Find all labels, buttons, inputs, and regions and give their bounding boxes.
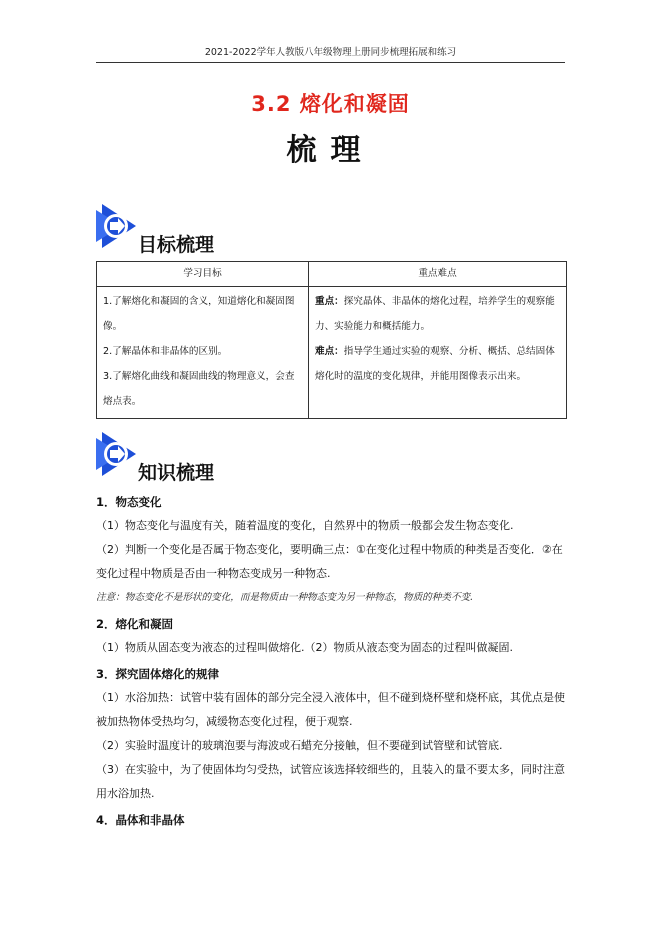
difficulty-label: 难点： — [315, 346, 344, 357]
paragraph: （1）物态变化与温度有关，随着温度的变化，自然界中的物质一般都会发生物态变化. — [96, 519, 514, 532]
page-subtitle: 梳理 — [286, 133, 375, 168]
goal-item: 3.了解熔化曲线和凝固曲线的物理意义，会查熔点表。 — [103, 371, 295, 407]
page-header: 2021-2022学年人教版八年级物理上册同步梳理拓展和练习 — [96, 44, 565, 63]
difficulty-text: 指导学生通过实验的观察、分析、概括、总结固体熔化时的温度的变化规律，并能用图像表示出来。 — [315, 346, 555, 382]
goal-item: 1.了解熔化和凝固的含义，知道熔化和凝固图像。 — [103, 296, 295, 332]
page-title: 3.2 熔化和凝固 — [251, 92, 410, 116]
goals-table — [96, 261, 567, 419]
knowledge-content — [96, 488, 567, 832]
note: 注意：物态变化不是形状的变化，而是物质由一种物态变为另一种物态，物质的种类不变. — [96, 592, 474, 603]
paragraph: （3）在实验中，为了使固体均匀受热，试管应该选择较细些的，且装入的量不要太多，同时注意用水浴加热. — [96, 763, 565, 800]
goal-item: 2.了解晶体和非晶体的区别。 — [103, 346, 228, 357]
paragraph: （1）物质从固态变为液态的过程叫做熔化.（2）物质从液态变为固态的过程叫做凝固. — [96, 641, 513, 654]
difficulty-point — [315, 339, 560, 389]
keypoints-cell — [309, 287, 567, 419]
section-knowledge-title: 知识梳理 — [138, 462, 215, 484]
heading-experiment: 3．探究固体熔化的规律 — [96, 667, 220, 681]
arrow-icon — [96, 428, 142, 480]
arrow-icon — [96, 200, 142, 252]
paragraph: （2）实验时温度计的玻璃泡要与海波或石蜡充分接触，但不要碰到试管壁和试管底. — [96, 739, 503, 752]
section-goals-title: 目标梳理 — [138, 234, 215, 256]
section-goals-header — [96, 200, 356, 256]
heading-melt-solidify: 2．熔化和凝固 — [96, 617, 174, 631]
key-text: 探究晶体、非晶体的熔化过程，培养学生的观察能力、实验能力和概括能力。 — [315, 296, 555, 332]
section-knowledge-header — [96, 428, 356, 484]
goals-cell — [97, 287, 309, 419]
keypoints-col-header: 重点难点 — [309, 262, 567, 287]
goals-col-header: 学习目标 — [97, 262, 309, 287]
key-label: 重点： — [315, 296, 344, 307]
key-point — [315, 289, 560, 339]
paragraph: （2）判断一个变化是否属于物态变化，要明确三点：①在变化过程中物质的种类是否变化．②在变化过程中物质是否由一种物态变成另一种物态. — [96, 543, 563, 580]
paragraph: （1）水浴加热：试管中装有固体的部分完全浸入液体中，但不碰到烧杯壁和烧杯底，其优点是使被加热物体受热均匀，减缓物态变化过程，便于观察. — [96, 691, 565, 728]
heading-crystal: 4．晶体和非晶体 — [96, 813, 185, 827]
heading-state-change: 1．物态变化 — [96, 495, 162, 509]
